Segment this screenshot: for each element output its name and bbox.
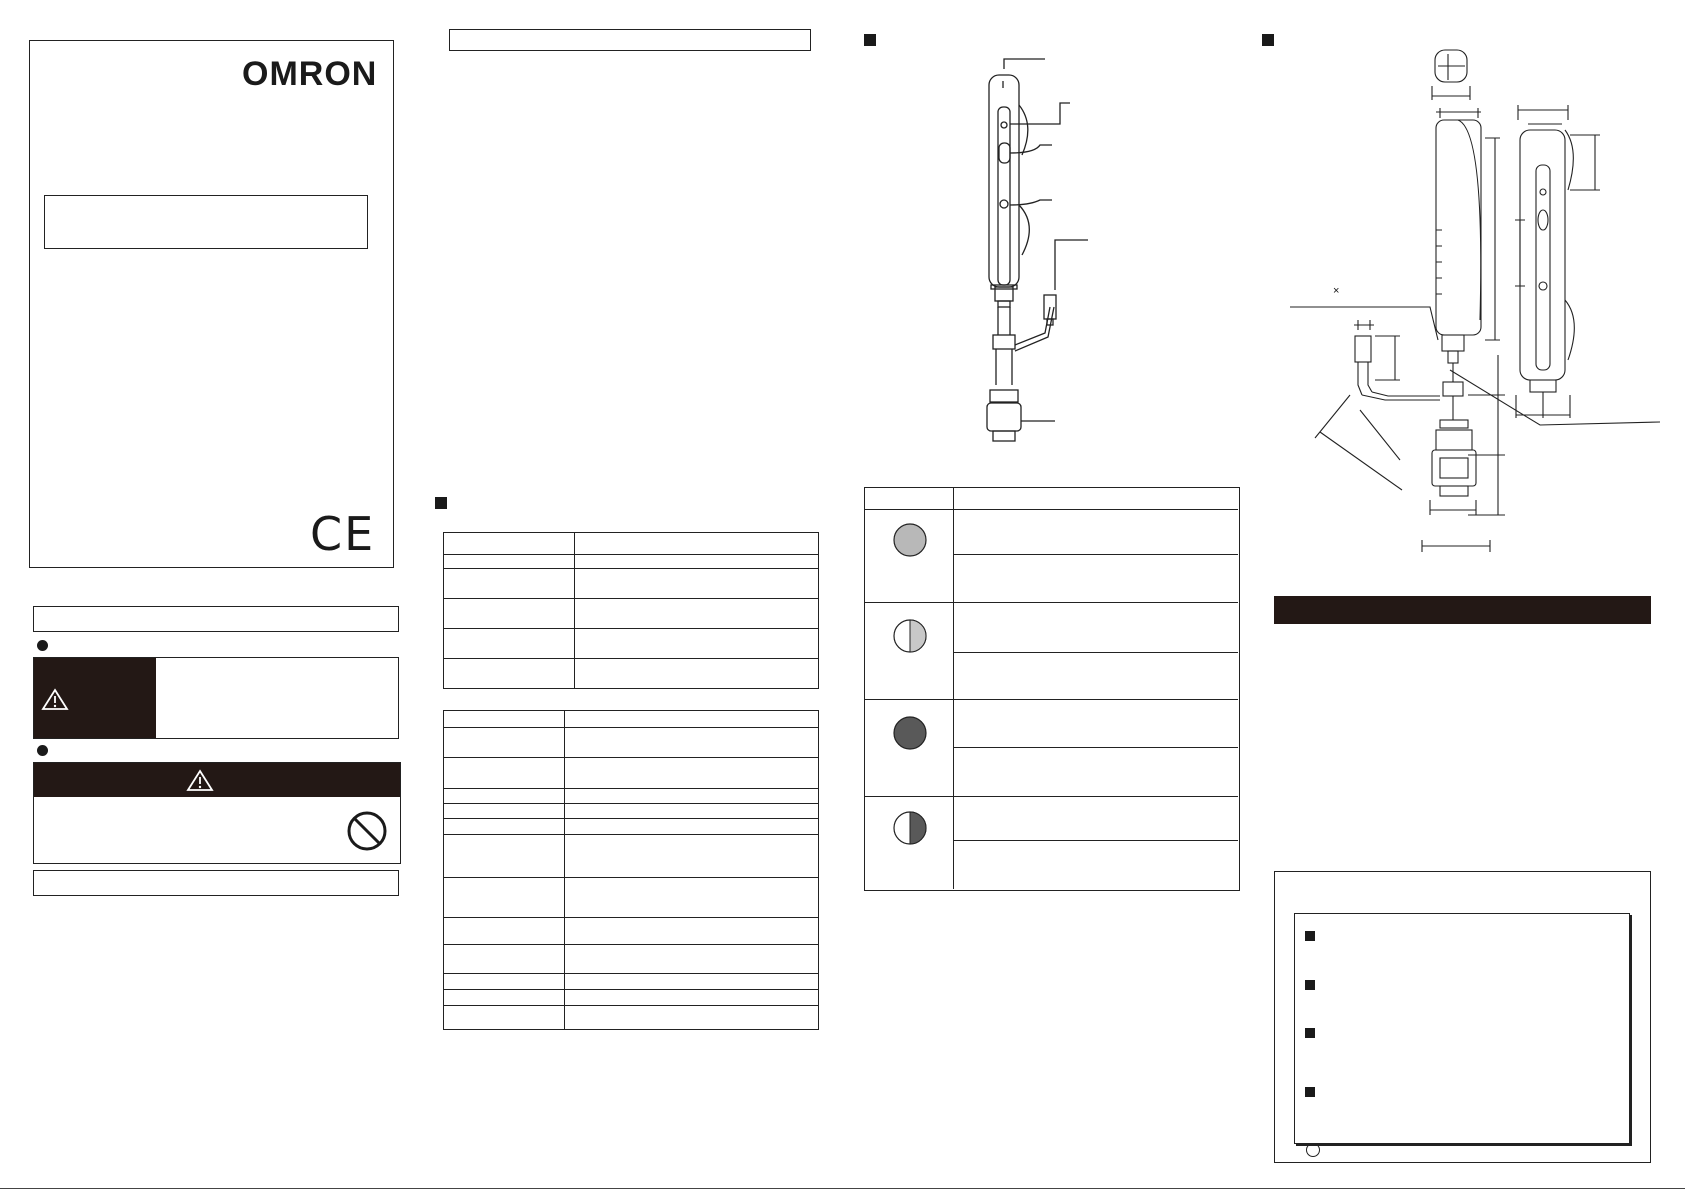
section-square-icon	[1305, 931, 1315, 941]
led-indicator-icon	[892, 715, 928, 751]
page-bottom-line	[0, 1188, 1685, 1189]
contact-inner-box	[1294, 913, 1630, 1144]
warning-label-panel	[34, 658, 156, 738]
product-title-box	[44, 195, 368, 249]
note-box	[33, 870, 399, 896]
section-square-icon	[864, 34, 876, 46]
led-indicator-icon	[892, 810, 928, 846]
led-indicator-icon	[892, 618, 928, 654]
contact-outer-box	[1274, 871, 1651, 1163]
section-square-icon	[1262, 34, 1274, 46]
prohibition-icon	[346, 810, 388, 852]
precautions-heading-box	[33, 606, 399, 632]
section-square-icon	[1305, 980, 1315, 990]
section-square-icon	[435, 497, 447, 509]
led-status-table	[864, 487, 1240, 891]
spec-table-2	[443, 710, 819, 1030]
cover-frame	[29, 40, 394, 568]
section-square-icon	[1305, 1087, 1315, 1097]
dimensions-diagram	[1290, 40, 1650, 560]
warning-triangle-icon	[42, 688, 68, 710]
warning-triangle-icon	[187, 769, 213, 791]
section-square-icon	[1305, 1028, 1315, 1038]
bullet-dot-icon	[37, 640, 48, 651]
warning-definition-box	[33, 657, 399, 739]
omron-logo: OMRON	[242, 55, 378, 93]
bullet-dot-icon	[37, 745, 48, 756]
ce-mark-icon: CE	[310, 507, 376, 561]
led-indicator-icon	[892, 522, 928, 558]
registered-circle-icon	[1305, 1142, 1321, 1158]
dimension-times-symbol: ×	[1333, 285, 1340, 297]
section-header-bar	[1274, 596, 1651, 624]
warning-header-bar	[34, 763, 400, 797]
warning-box	[33, 762, 401, 864]
spec-table-1	[443, 532, 819, 688]
section-title-box	[449, 29, 811, 51]
scanner-parts-diagram	[960, 45, 1200, 395]
